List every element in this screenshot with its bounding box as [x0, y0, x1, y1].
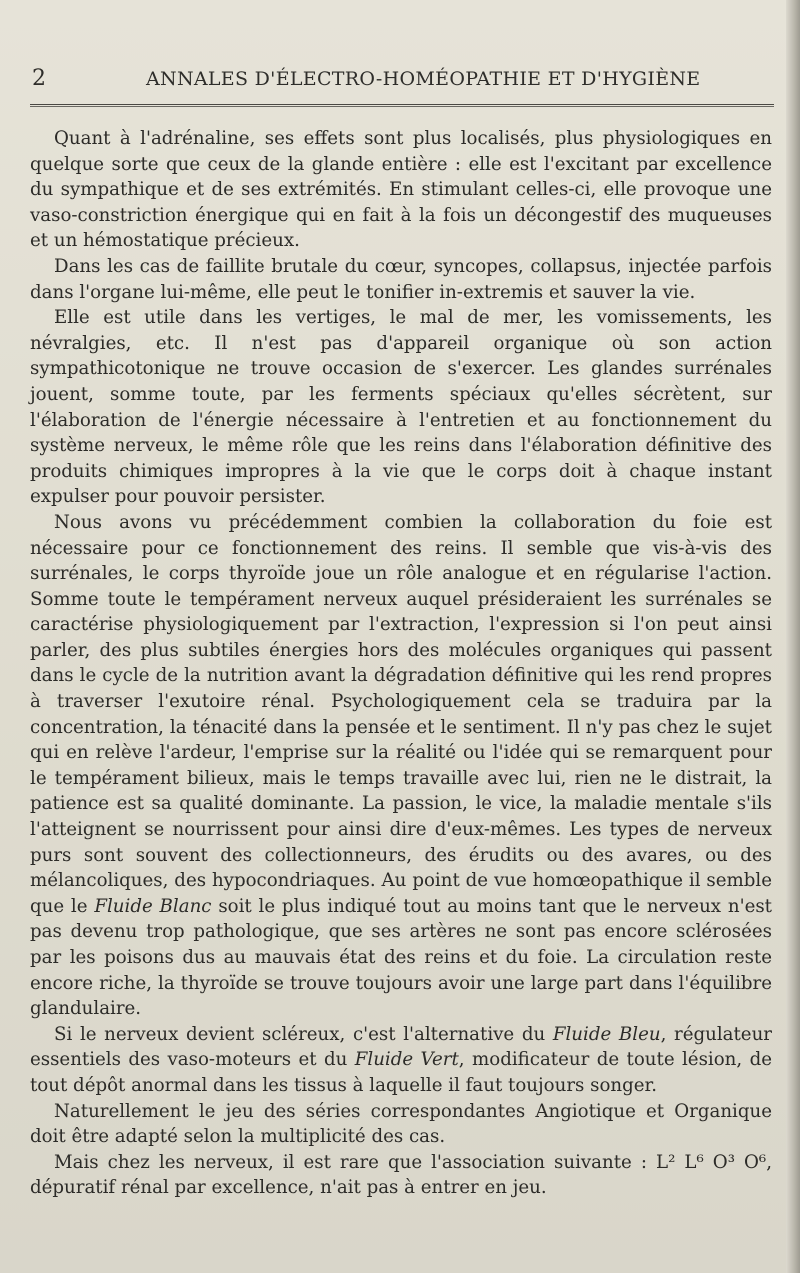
paragraph-text: Nous avons vu précédemment combien la collaboration du foie est nécessaire pour ce fonctionnement des reins. Il semble que vis-à-vis des surrénales, le corps thyroïde joue un rôle analogue et en régularise l'action. Somme toute le tempérament nerveux auquel présideraient les surrénales se caractérise physiologiquement par l'extraction, l'expression si l'on peut ainsi parler, des plus subtiles énergies hors des molécules organiques qui passent dans le cycle de la nutrition avant la dégradation définitive qui les rend propres à traverser l'exutoire rénal. Psychologiquement cela se traduira par la concentration, la ténacité dans la pensée et le sentiment. Il n'y pas chez le sujet qui en relève l'ardeur, l'emprise sur la réalité ou l'idée qui se remarquent pour le tempérament bilieux, mais le temps travaille avec lui, rien ne le distrait, la patience est sa qualité dominante. La passion, le vice, la maladie mentale s'ils l'atteignent se nourrissent pour ainsi dire d'eux-mêmes. Les types de nerveux purs sont souvent des collectionneurs, des érudits ou des avares, ou des mélancoliques, des hypocondriaques. Au point de vue homœopathique il semble que le: [30, 511, 772, 917]
fluid-name: Fluide Bleu: [552, 1023, 661, 1045]
fluid-name: Fluide Blanc: [94, 895, 212, 917]
paragraph: Naturellement le jeu des séries correspondantes Angiotique et Organique doit être adapté selon la multiplicité des cas.: [30, 1100, 772, 1148]
fluid-name: Fluide Vert: [354, 1049, 459, 1071]
paragraph-text: soit le plus indiqué tout au moins tant que le nerveux n'est pas devenu trop pathologique, que ses artères ne sont pas encore sclérosées par les poisons dus au mauvais état des reins et du foie. La circulation reste encore riche, la thyroïde se trouve toujours avoir une large part dans l'équilibre glandulaire.: [30, 895, 772, 1020]
page-number: 2: [32, 66, 46, 91]
paragraph-text: , modificateur de toute lésion, de tout dépôt anormal dans les tissus à laquelle il faut toujours songer.: [30, 1049, 772, 1096]
running-title: ANNALES D'ÉLECTRO-HOMÉOPATHIE ET D'HYGIÈNE: [146, 68, 701, 90]
paragraph-text: , régulateur essentiels des vaso-moteurs et du: [30, 1023, 772, 1071]
page-header: [28, 66, 773, 100]
header-rule: [30, 104, 774, 107]
paragraph: [30, 510, 772, 1022]
paragraph: Elle est utile dans les vertiges, le mal de mer, les vomissements, les névralgies, etc. Il n'est pas d'appareil organique où son action sympathicotonique ne trouve occasion de s'exercer. Les glandes surrénales jouent, somme toute, par les ferments spéciaux qu'elles sécrètent, sur l'élaboration de l'énergie nécessaire à l'entretien et au fonctionnement du système nerveux, le même rôle que les reins dans l'élaboration définitive des produits chimiques impropres à la vie que le corps doit à chaque instant expulser pour pouvoir persister.: [30, 307, 772, 508]
paragraph: Quant à l'adrénaline, ses effets sont plus localisés, plus physiologiques en quelque sorte que ceux de la glande entière : elle est l'excitant par excellence du sympathique et de ses extrémités. En stimulant celles-ci, elle provoque une vaso-constriction énergique qui en fait à la fois un décongestif des muqueuses et un hémostatique précieux.: [30, 128, 772, 252]
paragraph: [30, 1022, 772, 1099]
article-body: [30, 126, 772, 1201]
page-edge: [786, 0, 800, 1273]
paragraph: Dans les cas de faillite brutale du cœur, syncopes, collapsus, injectée parfois dans l'organe lui-même, elle peut le tonifier in-extremis et sauver la vie.: [30, 255, 772, 303]
paragraph-text: Si le nerveux devient scléreux, c'est l'alternative du: [54, 1023, 546, 1045]
paragraph: Mais chez les nerveux, il est rare que l'association suivante : L² L⁶ O³ O⁶, dépuratif rénal par excellence, n'ait pas à entrer en jeu.: [30, 1151, 772, 1199]
